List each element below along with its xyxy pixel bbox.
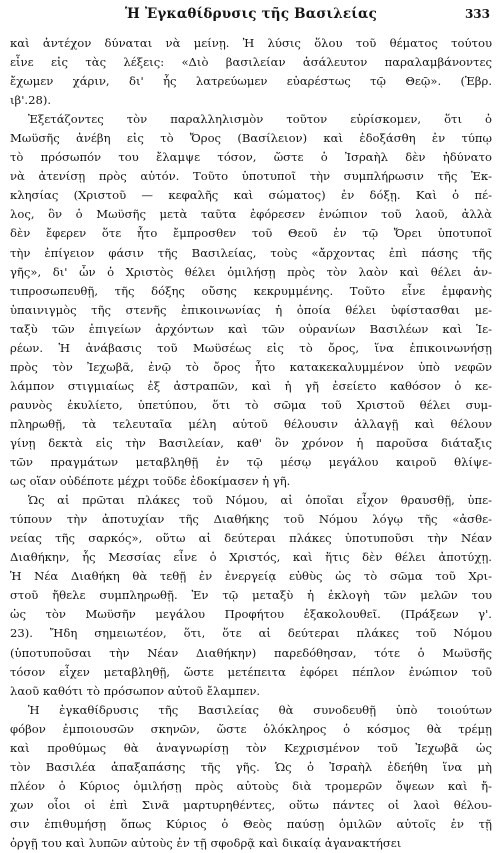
text-line: λος, ὃν ὁ Μωϋσῆς μετὰ ταῦτα ἐφόρεσεν ἐνώπιον τοῦ λαοῦ, ἀλλὰ: [10, 207, 492, 222]
text-line: καὶ προθύμως θὰ ἀναγνωρίσῃ τὸν Κεχρισμένον τοῦ Ἰεχωβᾶ ὡς: [10, 740, 492, 755]
text-line: ραυνὸς ἐκυλίετο, ὑπετύπου, ὅτι τὸ σῶμα τοῦ Χριστοῦ θέλει συμ-: [10, 397, 492, 412]
text-line: χων οἷοι οἱ ἐπὶ Σινᾶ μαρτυρηθέντες, οὕτω πάντες οἱ λαοὶ θέλου-: [10, 797, 492, 812]
text-line: πλέον ὁ Κύριος ὁμιλήσῃ πρὸς αὐτοὺς διὰ τρομερῶν ὄψεων καὶ ἤ-: [10, 778, 492, 793]
text-line: Ὡς αἱ πρῶται πλάκες τοῦ Νόμου, αἱ ὁποῖαι εἶχον θραυσθῇ, ὑπε-: [28, 493, 492, 508]
text-line: 23). Ἤδη σημειωτέον, ὅτι, ὅτε αἱ δεύτεραι πλάκες τοῦ Νόμου: [10, 626, 492, 641]
text-line: Ἡ ἐγκαθίδρυσις τῆς Βασιλείας θὰ συνοδευθῇ ὑπὸ τοιούτων: [28, 702, 492, 717]
text-line: πληρωθῇ, τὰ τελευταῖα μέλη αὐτοῦ θέλουσιν ἀλλαγῇ καὶ θέλουν: [10, 416, 492, 431]
text-line: τύπουν τὴν ἀποτυχίαν τῆς Διαθήκης τοῦ Νόμου λόγῳ τῆς «ἀσθε-: [10, 512, 492, 527]
text-line: ιβ'.28).: [10, 93, 52, 108]
page-number: 333: [464, 7, 490, 21]
text-line: Ἡ Νέα Διαθήκη θὰ τεθῇ ἐν ἐνεργείᾳ εὐθὺς ὡς τὸ σῶμα τοῦ Χρι-: [10, 569, 492, 584]
text-line: φόβον ἐμποιουσῶν σκηνῶν, ὥστε ὁλόκληρος ὁ κόσμος θὰ τρέμῃ: [10, 721, 492, 736]
text-line: λάμπον στιγμιαίως ἐξ ἀστραπῶν, καὶ ἡ γῆ ἐσείετο καθόσον ὁ κε-: [10, 378, 492, 393]
text-line: τὸ πρόσωπόν του ἔλαμψε τόσον, ὥστε ὁ Ἰσραὴλ δὲν ἠδύνατο: [10, 150, 492, 165]
text-line: γῆς», δι' ὧν ὁ Χριστὸς θέλει ὁμιλήσῃ πρὸς τὸν λαὸν καὶ θέλει ἀν-: [10, 264, 492, 279]
text-line: Ἐξετάζοντες τὸν παραλληλισμὸν τοῦτον εὑρίσκομεν, ὅτι ὁ: [28, 112, 492, 127]
text-line: ὀργῇ του καὶ λυπῶν αὐτοὺς ἐν τῇ σφοδρᾷ καὶ δικαίᾳ ἀγανακτήσει: [10, 835, 402, 850]
text-line: νείας τῆς σαρκός», οὕτω αἱ δεύτεραι πλάκες ὑποτυποῦσι τὴν Νέαν: [10, 531, 492, 546]
text-line: εἶνε εἰς τὰς λέξεις: «Διὸ βασιλείαν ἀσάλευτον παραλαμβάνοντες: [10, 55, 492, 70]
text-line: Μωϋσῆς ἀνέβη εἰς τὸ Ὄρος (Βασίλειον) καὶ ἐδοξάσθη ἐν τύπῳ: [10, 131, 492, 146]
text-line: δὲν ἔφερεν ὅτε ἦτο ἔμπροσθεν τοῦ Θεοῦ ἐν τῷ Ὄρει ὑποτυποῖ: [10, 226, 492, 241]
text-line: σιν ἐπιθυμήσῃ ὅπως Κύριος ὁ Θεὸς παύσῃ ὁμιλῶν αὐτοῖς ἐν τῇ: [10, 816, 492, 831]
text-line: τιπροσωπευθῇ, τῆς δόξης οὔσης κεκρυμμένης. Τοῦτο εἶνε ἐμφανὴς: [10, 283, 492, 298]
paragraph: [10, 110, 492, 491]
text-line: ως οἵαν οὐδέποτε μέχρι τοῦδε ἐδοκίμασεν ἡ γῆ.: [10, 474, 291, 489]
text-line: ὡς τὸν Μωϋσῆν μεγάλου Προφήτου ἐξακολουθεῖ. (Πράξεων γ'.: [10, 607, 492, 622]
text-line: τὴν ἐπίγειον φάσιν τῆς Βασιλείας, τοὺς «ἄρχοντας ἐπὶ πάσης τῆς: [10, 245, 492, 260]
text-line: (ὑποτυποῦσαι τὴν Νέαν Διαθήκην) παρεδόθησαν, τότε ὁ Μωϋσῆς: [10, 645, 492, 660]
running-header: [10, 6, 492, 28]
text-line: ὑπαινιγμὸς τῆς στενῆς ἐπικοινωνίας ἡ ὁποία θέλει ὑφίστασθαι με-: [10, 302, 492, 317]
text-line: στοῦ ἤθελε συμπληρωθῇ. Ἐν τῷ μεταξὺ ἡ ἐκλογὴ τῶν μελῶν του: [10, 588, 492, 603]
running-title: Ἡ Ἐγκαθίδρυσις τῆς Βασιλείας: [124, 6, 378, 22]
text-line: τόσον εἶχεν μεταβληθῇ, ὥστε μετέπειτα ἐφόρει πέπλον ἐνώπιον τοῦ: [10, 664, 492, 679]
text-line: πρὸς τὸν Ἰεχωβᾶ, ἐνῷ τὸ ὄρος ἦτο κατακεκαλυμμένον ὑπὸ νεφῶν: [10, 359, 492, 374]
paragraph: [10, 701, 492, 853]
text-line: κλησίας (Χριστοῦ — κεφαλῆς καὶ σώματος) ἐν δόξῃ. Καὶ ὁ πέ-: [10, 188, 492, 203]
book-page: [10, 6, 492, 850]
body-text: [10, 34, 492, 853]
text-line: Διαθήκην, ἧς Μεσσίας εἶνε ὁ Χριστός, καὶ ἥτις δὲν θέλει ἀποτύχῃ.: [10, 550, 492, 565]
text-line: καὶ ἀντέχον δύναται νὰ μείνῃ. Ἡ λύσις ὅλου τοῦ θέματος τούτου: [10, 36, 492, 50]
text-line: λαοῦ καθότι τὸ πρόσωπον αὐτοῦ ἔλαμπεν.: [10, 683, 261, 698]
text-line: νὰ ἀτενίσῃ πρὸς αὐτόν. Τοῦτο ὑποτυποῖ τὴν συμπλήρωσιν τῆς Ἐκ-: [10, 169, 492, 184]
text-line: τὸν Βασιλέα ἁπαξαπάσης τῆς γῆς. Ὡς ὁ Ἰσραὴλ ἐδεήθη ἵνα μὴ: [10, 759, 492, 774]
paragraph: [10, 491, 492, 701]
paragraph: [10, 34, 492, 110]
text-line: τῶν πραγμάτων μεταβληθῇ ἐν τῷ μέσῳ μεγάλου καιροῦ θλίψε-: [10, 455, 492, 470]
text-line: γίνῃ δεκτὰ εἰς τὴν Βασιλείαν, καθ' ὃν χρόνον ἡ παροῦσα διάταξις: [10, 435, 492, 450]
text-line: ἔχωμεν χάριν, δι' ἧς λατρεύωμεν εὐαρέστως τῷ Θεῷ». (Ἑβρ.: [10, 74, 492, 89]
text-line: ρέων. Ἡ ἀνάβασις τοῦ Μωϋσέως εἰς τὸ ὄρος, ἵνα ἐπικοινωνήσῃ: [10, 340, 492, 355]
text-line: ταξὺ τῶν ἐπιγείων ἀρχόντων καὶ τῶν οὐρανίων Βασιλέων καὶ Ἱε-: [10, 321, 492, 336]
